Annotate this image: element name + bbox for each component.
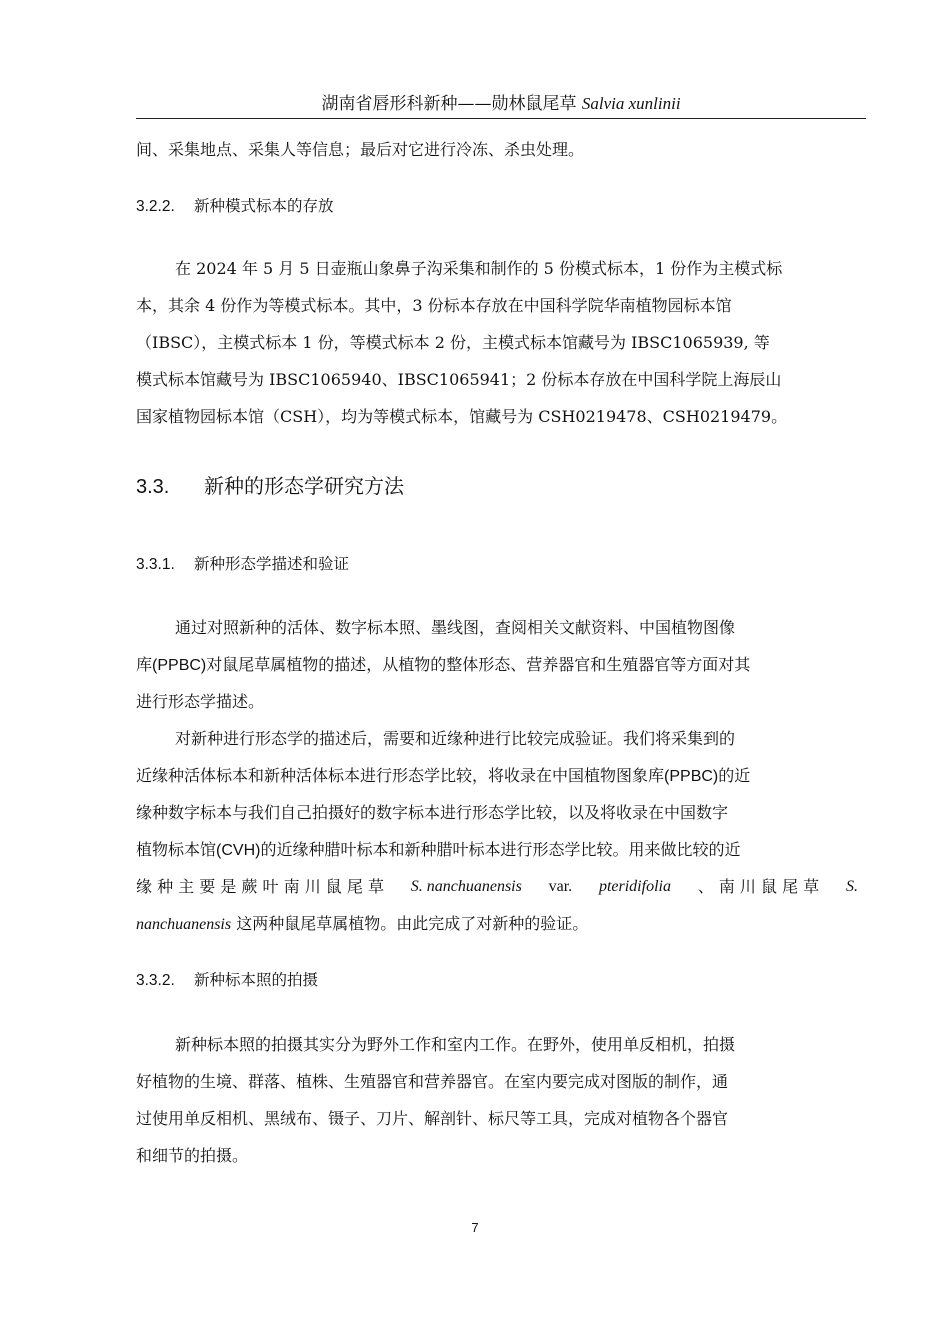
section-number: 3.3.2.: [136, 972, 175, 989]
section-heading-3-3-2: [136, 969, 318, 993]
section-heading-3-2-2: [136, 195, 334, 219]
text-line: （IBSC），主模式标本 1 份，等模式标本 2 份，主模式标本馆藏号为 IBSC1065939, 等: [136, 333, 770, 352]
species-name: nanchuanensis: [136, 916, 232, 933]
text-line: 模式标本馆藏号为 IBSC1065940、IBSC1065941；2 份标本存放在中国科学院上海辰山: [136, 370, 782, 389]
section-number: 3.2.2.: [136, 198, 175, 215]
section-number: 3.3.1.: [136, 556, 175, 573]
section-heading-3-3: [136, 473, 404, 501]
section-number: 3.3.: [136, 476, 170, 498]
section-heading-3-3-1: [136, 553, 349, 577]
text-line: 进行形态学描述。: [136, 692, 265, 711]
text-line: 近缘种活体标本和新种活体标本进行形态学比较，将收录在中国植物图象库(PPBC)的近: [136, 766, 751, 785]
species-name: S. nanchuanensis: [410, 878, 522, 895]
text-line: 在 2024 年 5 月 5 日壶瓶山象鼻子沟采集和制作的 5 份模式标本，1 份作为主模式标: [175, 259, 783, 278]
text-line: nanchuanensis 这两种鼠尾草属植物。由此完成了对新种的验证。: [136, 914, 589, 933]
variety-name: pteridifolia: [598, 878, 671, 895]
page-number: 7: [471, 1220, 479, 1235]
header-rule: [136, 118, 866, 119]
section-title: 新种形态学描述和验证: [194, 556, 350, 573]
text-line: 本，其余 4 份作为等模式标本。其中，3 份标本存放在中国科学院华南植物园标本馆: [136, 296, 732, 315]
text-line: 好植物的生境、群落、植株、生殖器官和营养器官。在室内要完成对图版的制作，通: [136, 1072, 729, 1091]
text-line: 国家植物园标本馆（CSH），均为等模式标本，馆藏号为 CSH0219478、CSH0219479。: [136, 407, 788, 426]
header-title-latin: Salvia xunlinii: [581, 94, 681, 113]
text-line: 对新种进行形态学的描述后，需要和近缘种进行比较完成验证。我们将采集到的: [175, 729, 736, 748]
section-title: 新种标本照的拍摄: [194, 972, 319, 989]
text-line: 过使用单反相机、黑绒布、镊子、刀片、解剖针、标尺等工具，完成对植物各个器官: [136, 1109, 729, 1128]
text-line: 缘 种 主 要 是 蕨 叶 南 川 鼠 尾 草 S. nanchuanensis var. pteridifolia 、 南 川 鼠 尾 草 S.: [136, 875, 858, 899]
text-line: 新种标本照的拍摄其实分为野外工作和室内工作。在野外，使用单反相机，拍摄: [175, 1035, 736, 1054]
text-line: 库(PPBC)对鼠尾草属植物的描述，从植物的整体形态、营养器官和生殖器官等方面对其: [136, 655, 751, 674]
paragraph-continuation: 间、采集地点、采集人等信息；最后对它进行冷冻、杀虫处理。: [136, 140, 585, 159]
header-title-cn: 湖南省唇形科新种——勋林鼠尾草: [321, 94, 577, 114]
section-title: 新种模式标本的存放: [194, 198, 334, 215]
section-title: 新种的形态学研究方法: [204, 476, 404, 498]
text-line: 和细节的拍摄。: [136, 1146, 249, 1165]
running-header: [136, 92, 866, 116]
text-line: 植物标本馆(CVH)的近缘种腊叶标本和新种腊叶标本进行形态学比较。用来做比较的近: [136, 840, 741, 859]
text-line: 通过对照新种的活体、数字标本照、墨线图，查阅相关文献资料、中国植物图像: [175, 618, 736, 637]
text-line: 缘种数字标本与我们自己拍摄好的数字标本进行形态学比较，以及将收录在中国数字: [136, 803, 729, 822]
